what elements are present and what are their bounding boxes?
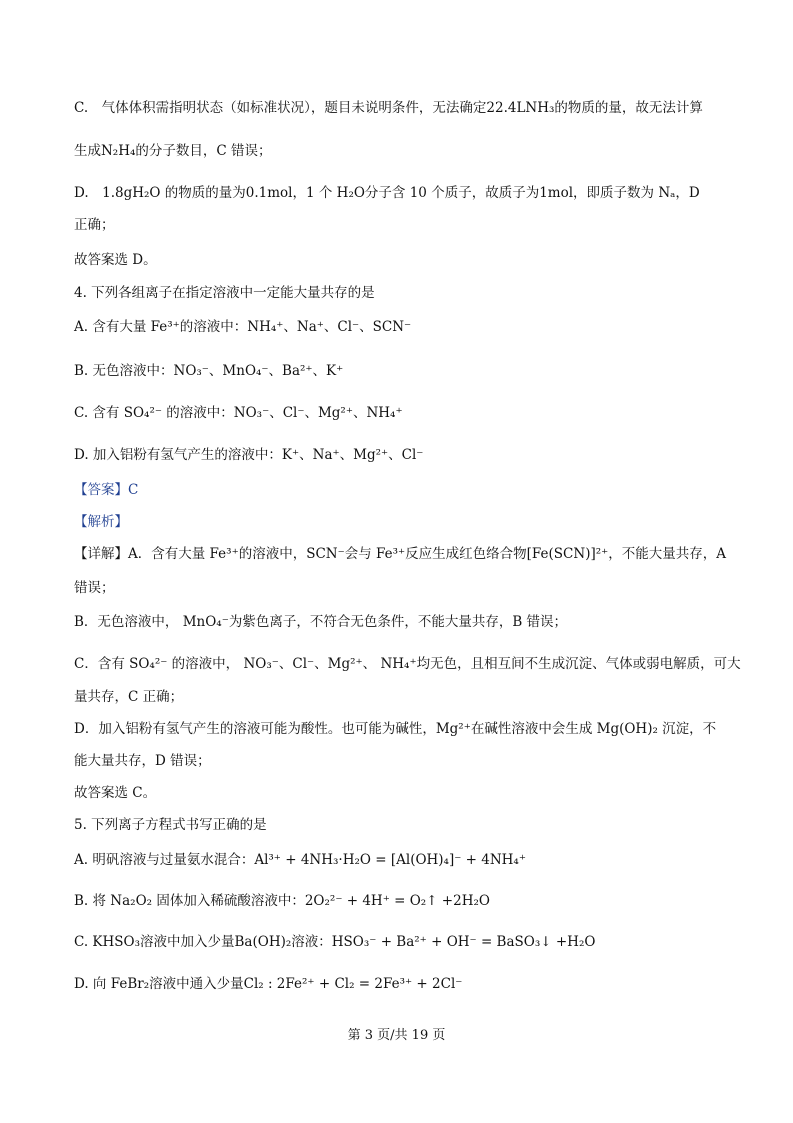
q3-option-d-explanation-line2: 正确； xyxy=(74,217,115,233)
q5-option-d: D. 向 FeBr₂溶液中通入少量Cl₂ : 2Fe²⁺ + Cl₂ = 2Fe³⁺ + 2Cl⁻ xyxy=(74,976,463,992)
q5-option-a: A. 明矾溶液与过量氨水混合：Al³⁺ + 4NH₃·H₂O = [Al(OH)₄]⁻ + 4NH₄⁺ xyxy=(74,852,526,868)
q4-explanation-c-line1: C．含有 SO₄²⁻ 的溶液中， NO₃⁻、Cl⁻、Mg²⁺、 NH₄⁺均无色，且相互间不生成沉淀、气体或弱电解质，可大 xyxy=(74,656,741,672)
q5-option-c: C. KHSO₃溶液中加入少量Ba(OH)₂溶液：HSO₃⁻ + Ba²⁺ + OH⁻ = BaSO₃↓ +H₂O xyxy=(74,934,596,950)
q4-conclusion: 故答案选 C。 xyxy=(74,785,157,801)
q5-stem: 5. 下列离子方程式书写正确的是 xyxy=(74,817,267,833)
q4-option-d: D. 加入铝粉有氢气产生的溶液中：K⁺、Na⁺、Mg²⁺、Cl⁻ xyxy=(74,447,424,463)
q4-explanation-c-line2: 量共存，C 正确； xyxy=(74,689,184,705)
q4-option-a: A. 含有大量 Fe³⁺的溶液中：NH₄⁺、Na⁺、Cl⁻、SCN⁻ xyxy=(74,319,412,335)
q5-option-b: B. 将 Na₂O₂ 固体加入稀硫酸溶液中：2O₂²⁻ + 4H⁺ = O₂↑ +2H₂O xyxy=(74,893,490,909)
q4-explanation-a-line1: 【详解】A．含有大量 Fe³⁺的溶液中，SCN⁻会与 Fe³⁺反应生成红色络合物[Fe(SCN)]²⁺，不能大量共存，A xyxy=(74,546,727,562)
q4-stem: 4. 下列各组离子在指定溶液中一定能大量共存的是 xyxy=(74,285,375,301)
q3-option-d-explanation-line1: D. 1.8gH₂O 的物质的量为0.1mol，1 个 H₂O分子含 10 个质子，故质子为1mol，即质子数为 Nₐ，D xyxy=(74,185,700,201)
q4-analysis-header: 【解析】 xyxy=(74,514,128,530)
q4-explanation-d-line1: D．加入铝粉有氢气产生的溶液可能为酸性。也可能为碱性，Mg²⁺在碱性溶液中会生成 Mg(OH)₂ 沉淀，不 xyxy=(74,721,717,737)
q4-explanation-a-line2: 错误； xyxy=(74,580,115,596)
q3-option-c-explanation-line2: 生成N₂H₄的分子数目，C 错误； xyxy=(74,143,272,159)
page-number-footer: 第 3 页/共 19 页 xyxy=(347,1028,446,1043)
q3-option-c-explanation-line1: C. 气体体积需指明状态（如标准状况），题目未说明条件，无法确定22.4LNH₃的物质的量，故无法计算 xyxy=(74,100,703,116)
q4-option-c: C. 含有 SO₄²⁻ 的溶液中：NO₃⁻、Cl⁻、Mg²⁺、NH₄⁺ xyxy=(74,405,403,421)
q4-explanation-b: B．无色溶液中， MnO₄⁻为紫色离子，不符合无色条件，不能大量共存，B 错误； xyxy=(74,614,568,630)
q3-conclusion: 故答案选 D。 xyxy=(74,252,157,268)
q4-option-b: B. 无色溶液中：NO₃⁻、MnO₄⁻、Ba²⁺、K⁺ xyxy=(74,363,344,379)
q4-explanation-d-line2: 能大量共存，D 错误； xyxy=(74,753,211,769)
q4-answer: 【答案】C xyxy=(74,482,139,498)
